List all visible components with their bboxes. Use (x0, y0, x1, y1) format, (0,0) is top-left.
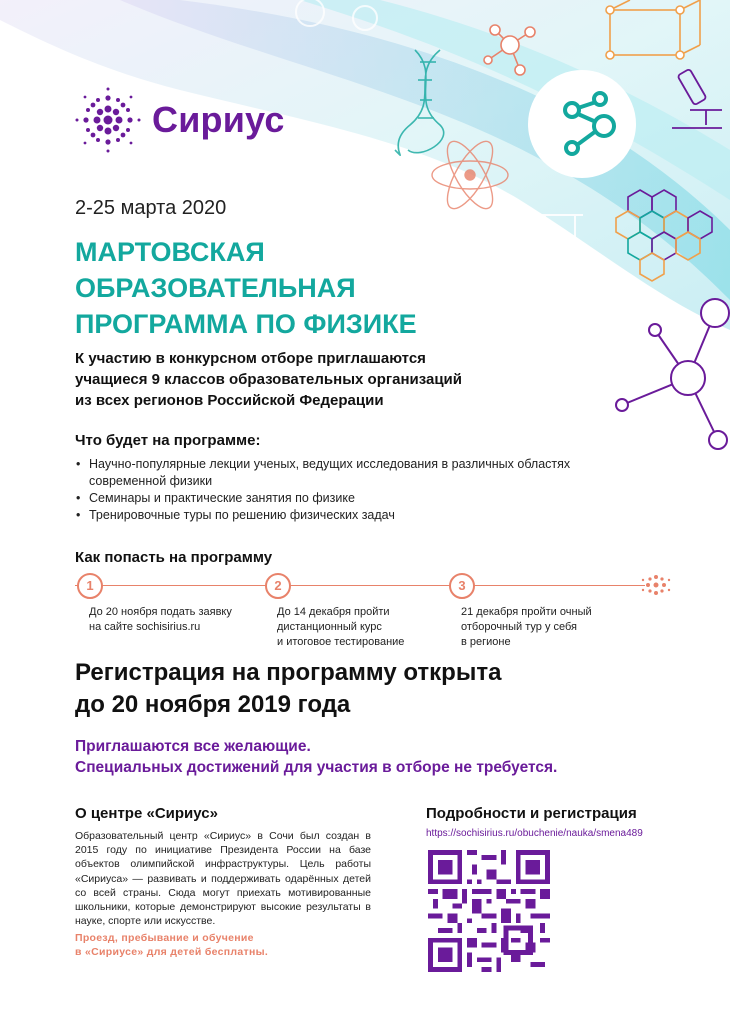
featured-circle (528, 70, 636, 178)
list-item: • Тренировочные туры по решению физических задач (75, 507, 635, 524)
program-list (75, 456, 635, 524)
intro-line: К участию в конкурсном отборе приглашаются (75, 350, 426, 367)
intro-line: из всех регионов Российской Федерации (75, 392, 384, 409)
step-number: 3 (449, 573, 475, 599)
invite-text (75, 736, 557, 778)
sirius-logo-icon (74, 86, 142, 154)
about-heading: О центре «Сириус» (75, 805, 218, 822)
details-link[interactable]: https://sochisirius.ru/obuchenie/nauka/smena489 (426, 828, 643, 839)
intro-text (75, 348, 535, 411)
step-line: на сайте sochisirius.ru (89, 621, 201, 633)
step-line: и итоговое тестирование (277, 636, 405, 648)
step-number: 1 (77, 573, 103, 599)
list-item: • Семинары и практические занятия по физике (75, 490, 635, 507)
registration-line: до 20 ноября 2019 года (75, 691, 351, 718)
program-title (75, 234, 505, 342)
title-line: ПРОГРАММА ПО ФИЗИКЕ (75, 309, 417, 339)
step-line: отборочный тур у себя (461, 621, 578, 633)
registration-line: Регистрация на программу открыта (75, 659, 502, 686)
step-line: в регионе (461, 636, 511, 648)
step-number: 2 (265, 573, 291, 599)
step-description (461, 605, 592, 650)
step-line: До 20 ноября подать заявку (89, 606, 232, 618)
intro-line: учащиеся 9 классов образовательных организаций (75, 371, 462, 388)
steps-timeline (75, 585, 645, 586)
step-description (277, 605, 404, 650)
step-line: 21 декабря пройти очный (461, 606, 592, 618)
title-line: МАРТОВСКАЯ (75, 237, 265, 267)
step-line: дистанционный курс (277, 621, 382, 633)
brand-name: Сириус (152, 99, 285, 140)
step-description (89, 605, 232, 635)
free-notice (75, 931, 268, 959)
sirius-logo (74, 86, 285, 154)
registration-notice (75, 657, 501, 721)
details-heading: Подробности и регистрация (426, 805, 637, 822)
about-text: Образовательный центр «Сириус» в Сочи был создан в 2015 году по инициативе Президента России на базе объектов олимпийской инфраструктуры. Цель работы «Сириуса» — развивать и поддерживать одарённых детей со всей страны. Сюда могут приехать мотивированные школьники, которые демонстрируют высокие результаты в науке, спорте или искусстве. (75, 830, 371, 928)
qr-code[interactable] (428, 850, 550, 972)
program-dates: 2-25 марта 2020 (75, 197, 227, 219)
invite-line: Специальных достижений для участия в отборе не требуется. (75, 759, 558, 776)
how-heading: Как попасть на программу (75, 549, 273, 566)
free-line: Проезд, пребывание и обучение (75, 932, 254, 944)
burst-icon (642, 575, 670, 595)
step-line: До 14 декабря пройти (277, 606, 390, 618)
list-item: • Научно-популярные лекции ученых, ведущих исследования в различных областях современной физики (75, 456, 635, 490)
molecule-large-icon (616, 299, 729, 449)
invite-line: Приглашаются все желающие. (75, 738, 311, 755)
free-line: в «Сириусе» для детей бесплатны. (75, 946, 269, 958)
title-line: ОБРАЗОВАТЕЛЬНАЯ (75, 273, 356, 303)
program-heading: Что будет на программе: (75, 432, 261, 449)
